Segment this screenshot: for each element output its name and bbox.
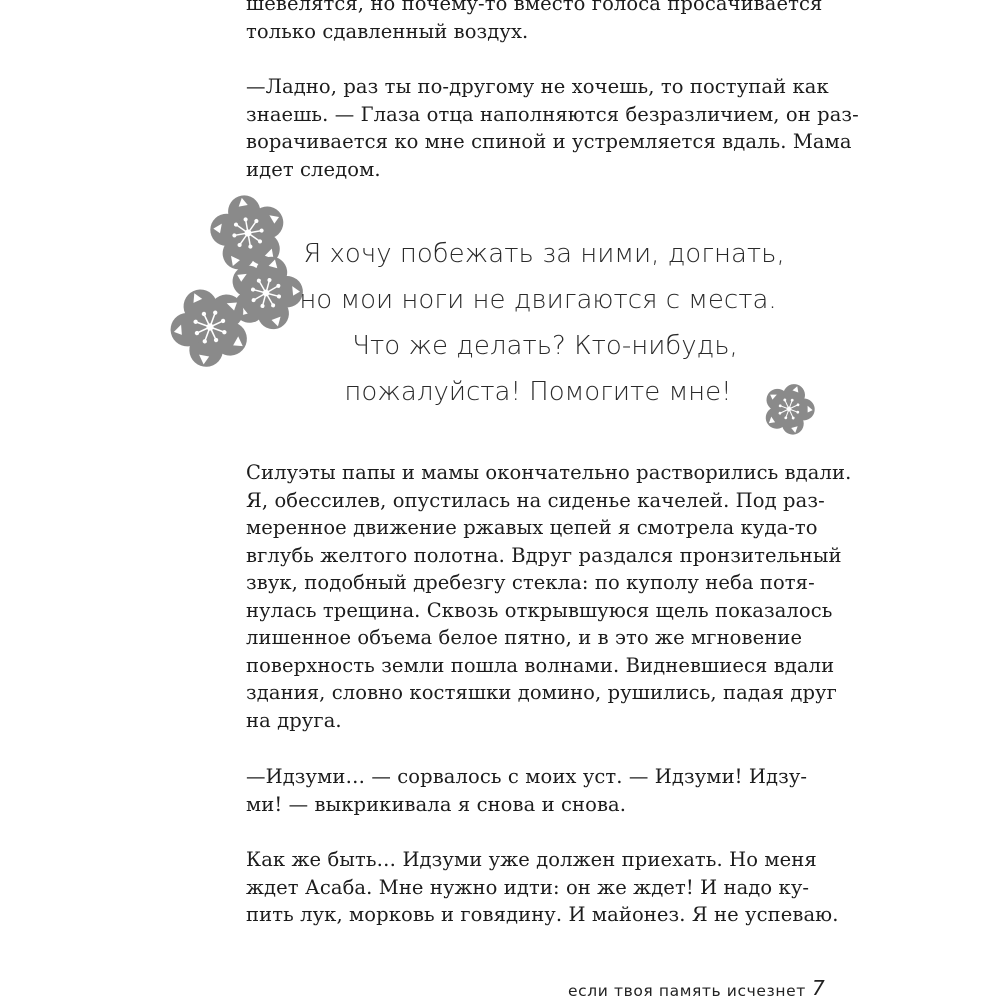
paragraph-father [246,73,859,183]
quote-line: Что же делать? Кто-нибудь, [352,331,738,361]
text-line: —Идзуми… — сорвалось с моих уст. — Идзуми! Идзу- [246,765,808,788]
page-footer [0,976,1000,1000]
text-line: звук, подобный дребезгу стекла: по куполу неба потя- [246,571,815,594]
paragraph-izumi [246,763,836,818]
cherry-blossom-icon [760,382,818,436]
paragraph-top [246,0,836,45]
paragraph-silhouettes [246,459,852,734]
quote-line: пожалуйста! Помогите мне! [344,377,732,407]
pull-quote [270,231,790,415]
quote-line: но мои ноги не двигаются с места. [299,285,777,315]
text-line: ворачивается ко мне спиной и устремляется вдаль. Мама [246,130,852,153]
text-line: знаешь. — Глаза отца наполняются безразличием, он раз- [246,102,859,126]
text-line: Я, обессилев, опустилась на сиденье качелей. Под раз- [246,488,825,512]
text-line: пить лук, морковь и говядину. И майонез. Я не успеваю. [246,903,839,926]
text-line: шевелятся, но почему-то вместо голоса просачивается [246,0,823,15]
text-line: ми! — выкрикивала я снова и снова. [246,792,627,816]
page-number: 7 [812,976,825,1000]
text-line: —Ладно, раз ты по-другому не хочешь, то поступай как [246,75,829,98]
text-line: ждет Асаба. Мне нужно идти: он же ждет! И надо ку- [246,875,810,899]
text-line: нулась трещина. Сквозь открывшуюся щель показалось [246,598,833,622]
running-title: если твоя память исчезнет [568,982,806,1000]
text-line: лишенное объема белое пятно, и в это же мгновение [246,626,803,649]
text-line: Как же быть… Идзуми уже должен приехать. Но меня [246,848,817,871]
text-line: на друга. [246,708,342,732]
text-line: только сдавленный воздух. [246,19,529,43]
text-line: здания, словно костяшки домино, рушились, падая друг [246,681,837,704]
text-line: идет следом. [246,157,381,181]
text-line: поверхность земли пошла волнами. Видневшиеся вдали [246,653,835,677]
quote-line: Я хочу побежать за ними, догнать, [303,239,785,269]
paragraph-how [246,846,839,929]
text-line: Силуэты папы и мамы окончательно растворились вдали. [246,461,852,484]
text-line: вглубь желтого полотна. Вдруг раздался пронзительный [246,543,842,567]
text-line: меренное движение ржавых цепей я смотрела куда-то [246,516,818,539]
